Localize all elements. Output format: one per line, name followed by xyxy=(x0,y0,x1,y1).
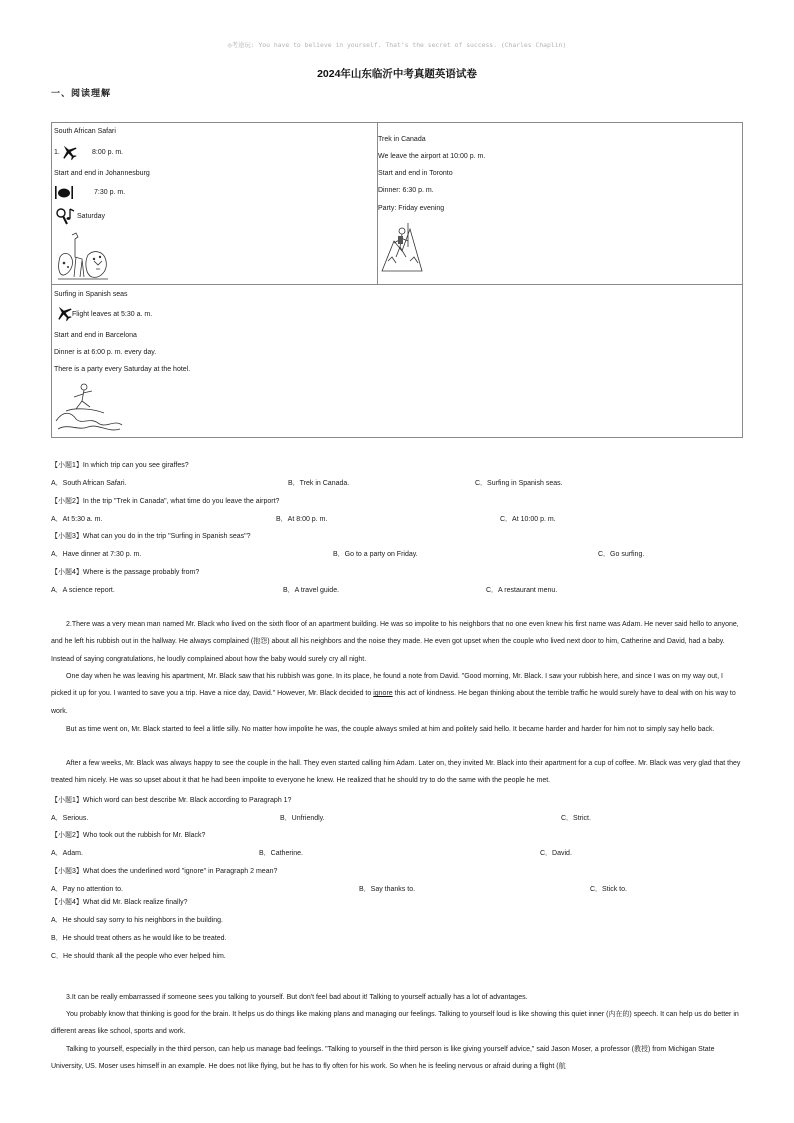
q2-4-option-b: B．He should treat others as he would like to be treated. xyxy=(51,935,227,942)
q1-4-option-a: A．A science report. xyxy=(51,586,115,594)
q1-1-option-b: B．Trek in Canada. xyxy=(288,480,350,487)
q1-4-option-b: B．A travel guide. xyxy=(283,586,340,594)
safari-flight-time: 8:00 p. m. xyxy=(92,149,124,156)
music-party-icon xyxy=(54,206,76,228)
hiker-illustration xyxy=(380,217,424,273)
safari-animals-illustration xyxy=(54,231,112,283)
page-motto: ◎考途玩: You have to believe in yourself. That’s the secret of success. (Charles Chaplin) xyxy=(227,41,567,49)
q2-1-option-c: C．Strict. xyxy=(561,814,591,822)
q1-1-option-a: A．South African Safari. xyxy=(51,480,127,487)
surfer-illustration xyxy=(54,379,124,435)
passage3-paragraph-1: 3.It can be really embarrassed if someone sees you talking to yourself. But don't feel bad about it! Talking to yourself actually has a lot of advantages. xyxy=(66,994,528,1001)
q2-1-option-a: A．Serious. xyxy=(51,814,89,822)
section-heading: 一、阅读理解 xyxy=(51,88,112,98)
q1-4-stem: 【小题4】Where is the passage probably from? xyxy=(51,568,200,576)
surfing-flight: Flight leaves at 5:30 a. m. xyxy=(72,311,153,318)
q1-3-option-c: C．Go surfing. xyxy=(598,551,645,558)
canada-start-end: Start and end in Toronto xyxy=(378,170,453,177)
q1-2-stem: 【小题2】In the trip "Trek in Canada", what time do you leave the airport? xyxy=(51,497,280,505)
canada-flight: We leave the airport at 10:00 p. m. xyxy=(378,153,486,160)
safari-dinner-time: 7:30 p. m. xyxy=(94,189,126,196)
surfing-name: Surfing in Spanish seas xyxy=(54,291,128,298)
q1-1-option-c: C．Surfing in Spanish seas. xyxy=(475,480,563,487)
q2-3-option-a: A．Pay no attention to. xyxy=(51,885,123,893)
q1-2-option-b: B．At 8:00 p. m. xyxy=(276,515,328,523)
q2-3-option-c: C．Stick to. xyxy=(590,885,627,893)
canada-party: Party: Friday evening xyxy=(378,205,445,212)
dinner-icon xyxy=(54,183,74,201)
airplane-icon xyxy=(55,304,73,322)
q1-3-stem: 【小题3】What can you do in the trip "Surfing in Spanish seas"? xyxy=(51,533,251,540)
safari-flight-prefix: 1. xyxy=(54,149,60,156)
q1-1-stem: 【小题1】In which trip can you see giraffes? xyxy=(51,462,189,469)
passage3-paragraph-3: Talking to yourself, especially in the third person, can help us manage bad feelings. "Talking to yourself in the third person is like giving yourself advice," said Jason Moser, a professor (教授) from Michigan State University, US. Moser uses himself in an example. He does not like flying, but he has to fly often for his work. So when he is feeling nervous or afraid during a flight (航 xyxy=(51,1046,715,1071)
q1-4-option-c: C．A restaurant menu. xyxy=(486,586,558,594)
passage2-paragraph-1: 2.There was a very mean man named Mr. Black who lived on the sixth floor of an apartment building. He was so impolite to his neighbors that no one even knew his first name was Adam. He never said hello to anyone, and he left his rubbish out in the hallway. He always complained (抱怨) about all his neighbors and the noise they made. He even got upset when the couple who lived next door to him, Catherine and David, had a baby. Instead of saying congratulations, he loudly complained about how the baby would surely cry all night. xyxy=(51,621,739,663)
underlined-word-ignore: ignore xyxy=(373,690,393,698)
q2-1-option-b: B．Unfriendly. xyxy=(280,814,325,822)
q1-2-option-a: A．At 5:30 a. m. xyxy=(51,515,103,523)
passage3-paragraph-2: You probably know that thinking is good for the brain. It helps us do things like making plans and managing our feelings. Talking to yourself loud is like showing this quiet inner (内在的) speech. It can help us do better in different areas like school, sports and work. xyxy=(51,1011,739,1036)
passage2-paragraph-3: But as time went on, Mr. Black started to feel a little silly. No matter how impolite he was, the couple always smiled at him and politely said hello. It became harder and harder for him not to simply say hello back. xyxy=(66,726,715,733)
surfing-dinner: Dinner is at 6:00 p. m. every day. xyxy=(54,349,157,356)
safari-start-end: Start and end in Johannesburg xyxy=(54,170,150,177)
q2-3-stem: 【小题3】What does the underlined word "ignore" in Paragraph 2 mean? xyxy=(51,867,278,875)
passage2-paragraph-2: One day when he was leaving his apartment, Mr. Black saw that his rubbish was gone. In its place, he found a note from David. "Good morning, Mr. Black. I saw your rubbish here, and since I was on my way out, I picked it up for you. I wanted to save you a trip. Have a nice day, David." However, Mr. Black decided to ignore this act of kindness. He began thinking about the terrible traffic he would surely have to deal with on his way to work. xyxy=(51,673,736,715)
q2-4-stem: 【小题4】What did Mr. Black realize finally? xyxy=(51,899,188,906)
q2-2-option-a: A．Adam. xyxy=(51,850,83,857)
q1-3-option-a: A．Have dinner at 7:30 p. m. xyxy=(51,551,142,558)
q2-1-stem: 【小题1】Which word can best describe Mr. Black according to Paragraph 1? xyxy=(51,796,292,804)
q2-4-option-a: A．He should say sorry to his neighbors in the building. xyxy=(51,917,223,924)
canada-dinner: Dinner: 6:30 p. m. xyxy=(378,187,434,194)
surfing-party: There is a party every Saturday at the hotel. xyxy=(54,366,191,373)
trip-table xyxy=(51,122,743,438)
q2-4-option-c: C．He should thank all the people who ever helped him. xyxy=(51,953,226,960)
q2-2-option-c: C．David. xyxy=(540,850,572,857)
safari-name: South African Safari xyxy=(54,128,116,135)
canada-name: Trek in Canada xyxy=(378,136,426,143)
airplane-icon xyxy=(60,143,78,161)
passage2-paragraph-4: After a few weeks, Mr. Black was always happy to see the couple in the hall. They even started calling him Adam. Later on, they invited Mr. Black into their apartment for a cup of coffee. Mr. Black was very glad that they treated him nicely. He was so upset about it that he had been impolite to everyone he knew. He realized that he should try to do the same with the people he met. xyxy=(51,760,741,785)
q2-2-stem: 【小题2】Who took out the rubbish for Mr. Black? xyxy=(51,832,206,839)
q1-2-option-c: C．At 10:00 p. m. xyxy=(500,515,556,523)
q1-3-option-b: B．Go to a party on Friday. xyxy=(333,551,418,558)
exam-title: 2024年山东临沂中考真题英语试卷 xyxy=(317,68,477,80)
q2-2-option-b: B．Catherine. xyxy=(259,850,303,857)
safari-party-day: Saturday xyxy=(77,213,106,220)
q2-3-option-b: B．Say thanks to. xyxy=(359,885,416,893)
surfing-start-end: Start and end in Barcelona xyxy=(54,332,137,339)
